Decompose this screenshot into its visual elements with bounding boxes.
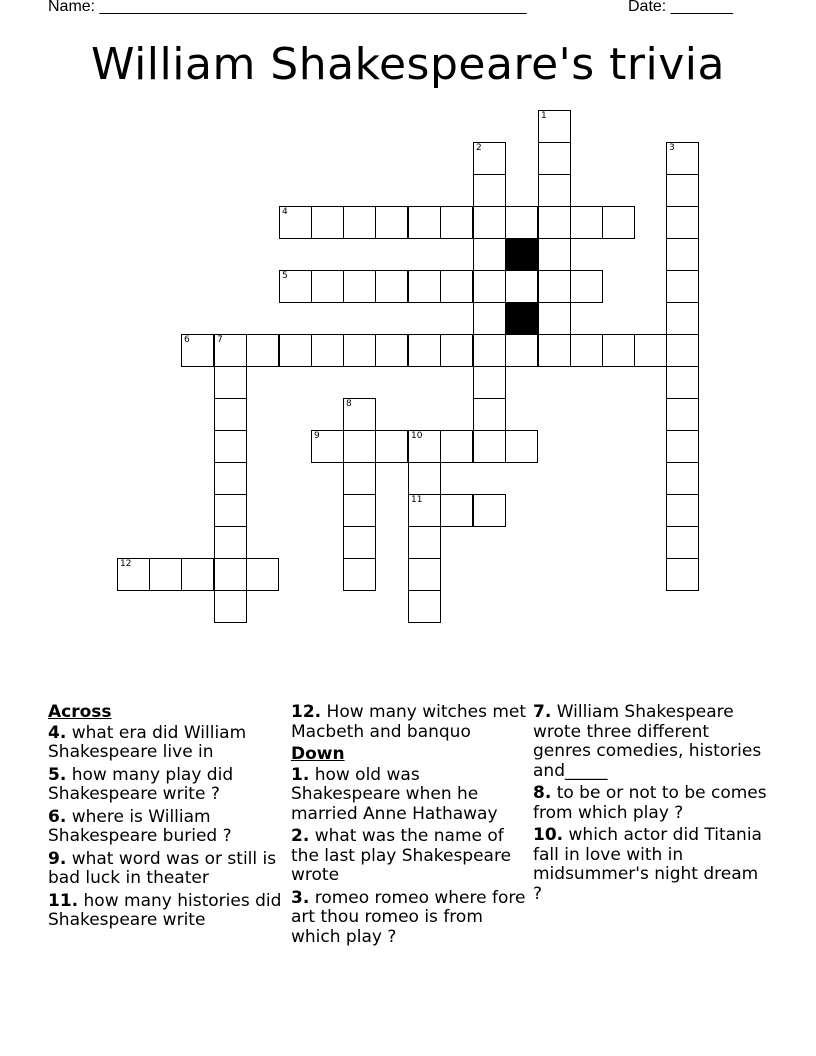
crossword-cell[interactable] — [343, 526, 376, 559]
crossword-cell[interactable] — [473, 302, 506, 335]
clues-column-1 — [48, 703, 286, 934]
crossword-cell[interactable] — [602, 206, 635, 239]
crossword-cell-10[interactable] — [408, 430, 441, 463]
crossword-cell[interactable] — [343, 430, 376, 463]
name-field-label: Name: ________________________________________________ — [48, 0, 527, 15]
crossword-cell[interactable] — [666, 302, 699, 335]
across-heading: Across — [48, 702, 112, 722]
crossword-cell[interactable] — [311, 270, 344, 303]
crossword-cell[interactable] — [408, 526, 441, 559]
crossword-cell[interactable] — [408, 270, 441, 303]
clue-text: How many witches met Macbeth and banquo — [291, 702, 527, 742]
clue-across-4 — [48, 724, 286, 763]
cell-number: 12 — [120, 559, 132, 569]
crossword-cell[interactable] — [666, 430, 699, 463]
crossword-cell[interactable] — [666, 494, 699, 527]
clue-number: 10. — [533, 825, 564, 845]
crossword-cell-7[interactable] — [214, 334, 247, 367]
crossword-cell[interactable] — [440, 494, 473, 527]
crossword-cell[interactable] — [408, 590, 441, 623]
crossword-cell[interactable] — [214, 494, 247, 527]
crossword-cell[interactable] — [279, 334, 312, 367]
crossword-cell[interactable] — [538, 174, 571, 207]
cell-number: 6 — [184, 335, 190, 345]
crossword-cell[interactable] — [538, 302, 571, 335]
clue-number: 12. — [291, 702, 322, 722]
crossword-cell-8[interactable] — [343, 398, 376, 431]
crossword-cell-4[interactable] — [279, 206, 312, 239]
crossword-cell[interactable] — [473, 174, 506, 207]
clue-across-5 — [48, 766, 286, 805]
clue-number: 5. — [48, 764, 67, 785]
crossword-cell[interactable] — [473, 430, 506, 463]
cell-number: 8 — [346, 399, 352, 409]
crossword-cell[interactable] — [473, 238, 506, 271]
crossword-cell[interactable] — [214, 366, 247, 399]
crossword-cell-12[interactable] — [117, 558, 150, 591]
crossword-cell[interactable] — [473, 334, 506, 367]
crossword-cell[interactable] — [473, 494, 506, 527]
clue-number: 2. — [291, 826, 310, 846]
clue-number: 11. — [48, 890, 79, 911]
date-field-label: Date: _______ — [628, 0, 733, 15]
crossword-cell[interactable] — [538, 334, 571, 367]
crossword-cell[interactable] — [666, 238, 699, 271]
crossword-cell[interactable] — [408, 558, 441, 591]
crossword-cell[interactable] — [311, 334, 344, 367]
cell-number: 4 — [282, 207, 288, 217]
crossword-cell[interactable] — [181, 558, 214, 591]
clue-number: 1. — [291, 764, 310, 785]
crossword-cell[interactable] — [408, 206, 441, 239]
crossword-cell[interactable] — [666, 174, 699, 207]
clues-column-3 — [533, 703, 771, 907]
crossword-cell[interactable] — [408, 334, 441, 367]
crossword-cell[interactable] — [473, 398, 506, 431]
clue-across-9 — [48, 850, 286, 889]
cell-number: 2 — [476, 143, 482, 153]
cell-number: 3 — [669, 143, 675, 153]
crossword-cell[interactable] — [473, 366, 506, 399]
clue-number: 3. — [291, 887, 310, 908]
clue-text: to be or not to be comes from which play ? — [533, 783, 767, 823]
crossword-cell[interactable] — [538, 142, 571, 175]
crossword-cell[interactable] — [408, 462, 441, 495]
clue-text: William Shakespeare wrote three different genres comedies, histories and_____ — [533, 702, 762, 781]
down-heading: Down — [291, 744, 345, 764]
crossword-cell[interactable] — [375, 270, 408, 303]
crossword-cell[interactable] — [440, 334, 473, 367]
clue-down-2 — [291, 827, 529, 886]
cell-number: 9 — [314, 431, 320, 441]
page-title: William Shakespeare's trivia — [91, 39, 725, 90]
clue-down-3 — [291, 889, 529, 948]
crossword-cell[interactable] — [149, 558, 182, 591]
clue-down-1 — [291, 766, 529, 825]
clue-number: 7. — [533, 702, 552, 722]
crossword-cell[interactable] — [214, 590, 247, 623]
crossword-cell-2[interactable] — [473, 142, 506, 175]
crossword-cell[interactable] — [666, 398, 699, 431]
clues-column-2 — [291, 703, 529, 950]
crossword-cell-11[interactable] — [408, 494, 441, 527]
crossword-cell[interactable] — [666, 206, 699, 239]
crossword-cell-9[interactable] — [311, 430, 344, 463]
crossword-cell[interactable] — [570, 270, 603, 303]
crossword-cell[interactable] — [343, 206, 376, 239]
crossword-cell[interactable] — [538, 206, 571, 239]
clue-down-7 — [533, 703, 771, 781]
crossword-cell[interactable] — [343, 270, 376, 303]
crossword-cell[interactable] — [634, 334, 667, 367]
crossword-cell[interactable] — [666, 558, 699, 591]
crossword-cell[interactable] — [440, 430, 473, 463]
crossword-cell[interactable] — [343, 494, 376, 527]
crossword-cell[interactable] — [666, 334, 699, 367]
crossword-cell[interactable] — [602, 334, 635, 367]
crossword-cell[interactable] — [375, 430, 408, 463]
crossword-cell[interactable] — [214, 526, 247, 559]
cell-number: 7 — [217, 335, 223, 345]
clue-number: 8. — [533, 783, 552, 803]
crossword-cell[interactable] — [538, 238, 571, 271]
clue-across-11 — [48, 892, 286, 931]
crossword-cell[interactable] — [505, 206, 538, 239]
clue-text: which actor did Titania fall in love with in midsummer's night dream ? — [533, 825, 762, 904]
crossword-cell[interactable] — [246, 558, 279, 591]
crossword-cell[interactable] — [375, 206, 408, 239]
crossword-cell[interactable] — [505, 270, 538, 303]
black-cell — [505, 302, 538, 335]
crossword-cell[interactable] — [343, 462, 376, 495]
cell-number: 11 — [411, 495, 423, 505]
crossword-cell[interactable] — [505, 334, 538, 367]
crossword-cell[interactable] — [473, 270, 506, 303]
crossword-cell[interactable] — [214, 398, 247, 431]
crossword-cell-3[interactable] — [666, 142, 699, 175]
crossword-cell[interactable] — [375, 334, 408, 367]
clue-across-6 — [48, 808, 286, 847]
crossword-cell-5[interactable] — [279, 270, 312, 303]
crossword-cell-6[interactable] — [181, 334, 214, 367]
crossword-cell-1[interactable] — [538, 110, 571, 143]
crossword-cell[interactable] — [666, 462, 699, 495]
clue-number: 9. — [48, 848, 67, 869]
header-line — [48, 0, 768, 20]
clue-number: 6. — [48, 806, 67, 827]
crossword-cell[interactable] — [440, 270, 473, 303]
crossword-cell[interactable] — [666, 526, 699, 559]
crossword-cell[interactable] — [538, 270, 571, 303]
crossword-cell[interactable] — [311, 206, 344, 239]
crossword-cell[interactable] — [505, 430, 538, 463]
crossword-cell[interactable] — [440, 206, 473, 239]
clue-text: romeo romeo where fore art thou romeo is from which play ? — [291, 887, 526, 947]
clue-text: where is William Shakespeare buried ? — [48, 806, 232, 846]
crossword-cell[interactable] — [570, 206, 603, 239]
crossword-cell[interactable] — [666, 270, 699, 303]
cell-number: 10 — [411, 431, 423, 441]
clue-text: how many play did Shakespeare write ? — [48, 764, 234, 804]
crossword-cell[interactable] — [214, 558, 247, 591]
clue-across-12 — [291, 703, 529, 742]
crossword-cell[interactable] — [214, 462, 247, 495]
crossword-cell[interactable] — [473, 206, 506, 239]
cell-number: 1 — [541, 111, 547, 121]
clue-text: what era did William Shakespeare live in — [48, 722, 247, 762]
crossword-cell[interactable] — [666, 366, 699, 399]
black-cell — [505, 238, 538, 271]
clue-text: what was the name of the last play Shakespeare wrote — [291, 826, 512, 885]
crossword-cell[interactable] — [343, 334, 376, 367]
crossword-cell[interactable] — [214, 430, 247, 463]
crossword-cell[interactable] — [343, 558, 376, 591]
crossword-cell[interactable] — [570, 334, 603, 367]
clue-text: what word was or still is bad luck in theater — [48, 848, 277, 888]
clue-text: how old was Shakespeare when he married Anne Hathaway — [291, 764, 498, 824]
crossword-cell[interactable] — [246, 334, 279, 367]
cell-number: 5 — [282, 271, 288, 281]
clue-down-10 — [533, 826, 771, 904]
clue-text: how many histories did Shakespeare write — [48, 890, 282, 930]
clue-number: 4. — [48, 722, 67, 743]
clue-down-8 — [533, 784, 771, 823]
